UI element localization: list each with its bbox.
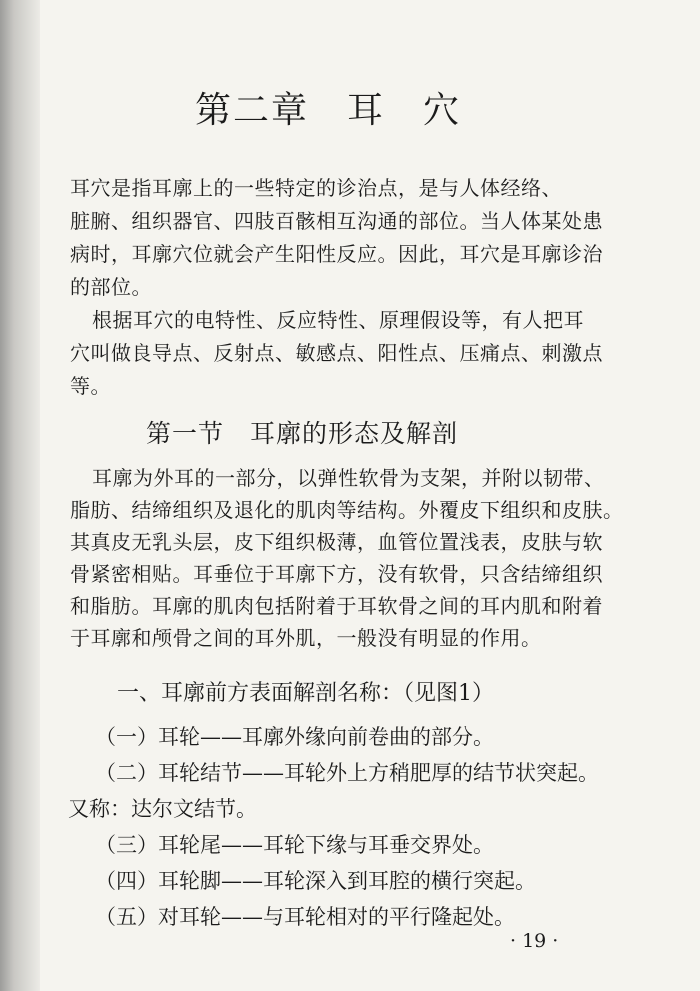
list-item: （二）耳轮结节——耳轮外上方稍肥厚的结节状突起。: [95, 761, 599, 785]
list-item: （三）耳轮尾——耳轮下缘与耳垂交界处。: [95, 833, 494, 857]
section-title: 第一节 耳廓的形态及解剖: [146, 419, 459, 448]
list-item: （一）耳轮——耳廓外缘向前卷曲的部分。: [95, 725, 494, 749]
list-item: （五）对耳轮——与耳轮相对的平行隆起处。: [95, 905, 515, 929]
section-line-2: 脂肪、结缔组织及退化的肌肉等结构。外覆皮下组织和皮肤。: [70, 498, 624, 522]
intro-line-4: 的部位。: [70, 275, 152, 299]
intro-line-3: 病时，耳廓穴位就会产生阳性反应。因此，耳穴是耳廓诊治: [70, 242, 603, 266]
subsection-title: 一、耳廓前方表面解剖名称：（见图1）: [117, 681, 494, 706]
section-line-3: 其真皮无乳头层，皮下组织极薄，血管位置浅表，皮肤与软: [70, 530, 603, 554]
intro-line-6: 穴叫做良导点、反射点、敏感点、阳性点、压痛点、刺激点: [70, 341, 603, 365]
section-line-5: 和脂肪。耳廓的肌肉包括附着于耳软骨之间的耳内肌和附着: [70, 594, 603, 618]
section-line-1: 耳廓为外耳的一部分，以弹性软骨为支架，并附以韧带、: [92, 466, 605, 490]
intro-line-2: 脏腑、组织器官、四肢百骸相互沟通的部位。当人体某处患: [70, 209, 603, 233]
intro-line-1: 耳穴是指耳廓上的一些特定的诊治点，是与人体经络、: [70, 176, 562, 200]
section-line-4: 骨紧密相贴。耳垂位于耳廓下方，没有软骨，只含结缔组织: [70, 562, 603, 586]
section-line-6: 于耳廓和颅骨之间的耳外肌，一般没有明显的作用。: [70, 626, 542, 650]
chapter-title: 第二章 耳 穴: [195, 90, 462, 131]
intro-line-5: 根据耳穴的电特性、反应特性、原理假设等，有人把耳: [92, 308, 584, 332]
intro-line-7: 等。: [70, 374, 111, 398]
list-item-continuation: 又称：达尔文结节。: [68, 797, 257, 821]
page-number: · 19 ·: [510, 930, 559, 952]
list-item: （四）耳轮脚——耳轮深入到耳腔的横行突起。: [95, 869, 536, 893]
